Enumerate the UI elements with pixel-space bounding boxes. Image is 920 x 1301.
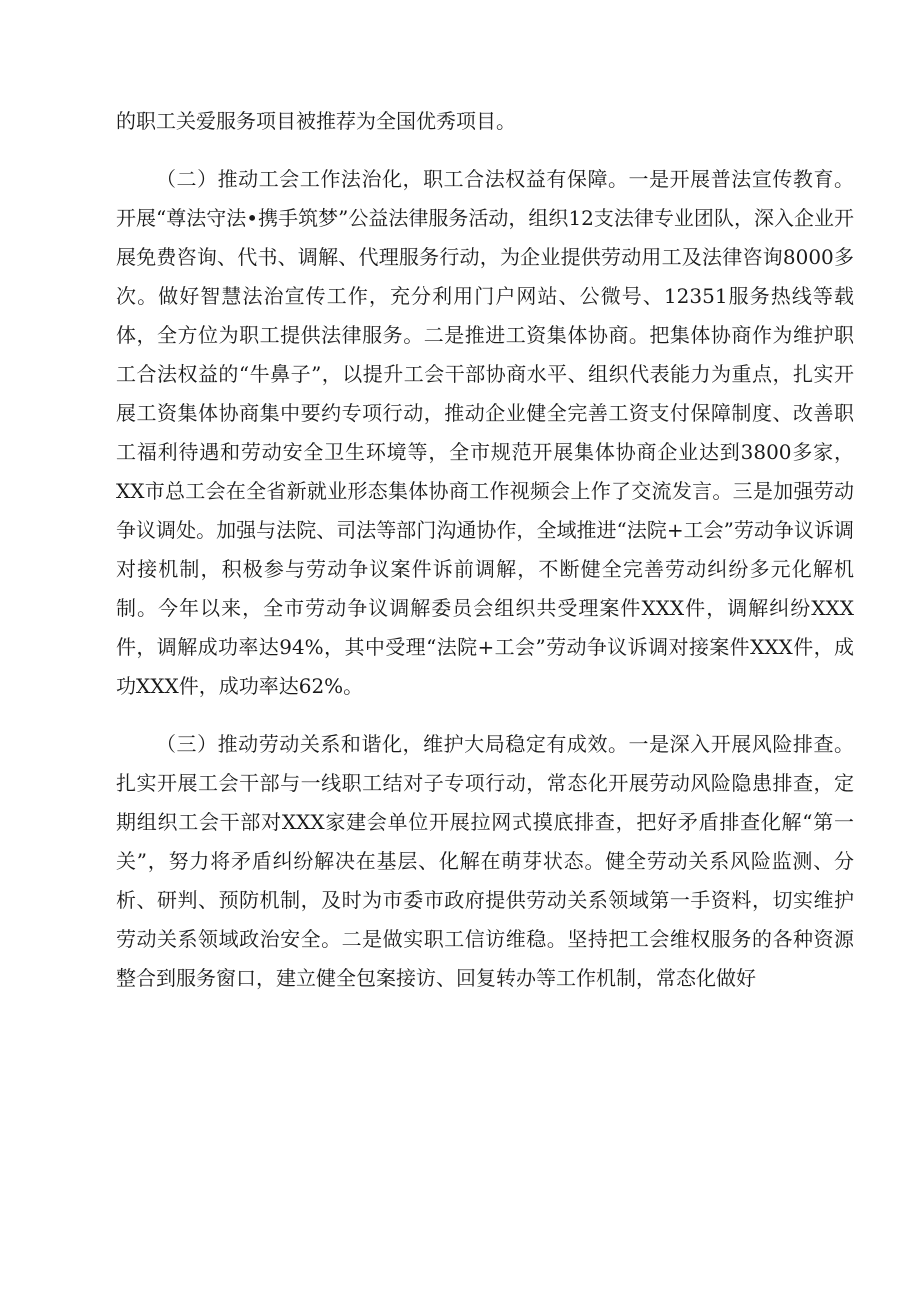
paragraph-gap [116, 706, 854, 725]
document-body [116, 102, 854, 998]
paragraph-gap [116, 141, 854, 160]
paragraph-section-two: （二）推动工会工作法治化，职工合法权益有保障。一是开展普法宣传教育。开展“尊法守法•携手筑梦”公益法律服务活动，组织12支法律专业团队，深入企业开展免费咨询、代书、调解、代理服务行动，为企业提供劳动用工及法律咨询8000多次。做好智慧法治宣传工作，充分利用门户网站、公微号、12351服务热线等载体，全方位为职工提供法律服务。二是推进工资集体协商。把集体协商作为维护职工合法权益的“牛鼻子”，以提升工会干部协商水平、组织代表能力为重点，扎实开展工资集体协商集中要约专项行动，推动企业健全完善工资支付保障制度、改善职工福利待遇和劳动安全卫生环境等，全市规范开展集体协商企业达到3800多家，XX市总工会在全省新就业形态集体协商工作视频会上作了交流发言。三是加强劳动争议调处。加强与法院、司法等部门沟通协作，全域推进“法院+工会”劳动争议诉调对接机制，积极参与劳动争议案件诉前调解，不断健全完善劳动纠纷多元化解机制。今年以来，全市劳动争议调解委员会组织共受理案件XXX件，调解纠纷XXX件，调解成功率达94%，其中受理“法院+工会”劳动争议诉调对接案件XXX件，成功XXX件，成功率达62%。 [116, 167, 854, 698]
paragraph-continuation: 的职工关爱服务项目被推荐为全国优秀项目。 [116, 109, 516, 133]
paragraph-section-three: （三）推动劳动关系和谐化，维护大局稳定有成效。一是深入开展风险排查。扎实开展工会干部与一线职工结对子专项行动，常态化开展劳动风险隐患排查，定期组织工会干部对XXX家建会单位开展拉网式摸底排查，把好矛盾排查化解“第一关”，努力将矛盾纠纷解决在基层、化解在萌芽状态。健全劳动关系风险监测、分析、研判、预防机制，及时为市委市政府提供劳动关系领域第一手资料，切实维护劳动关系领域政治安全。二是做实职工信访维稳。坚持把工会维权服务的各种资源整合到服务窗口，建立健全包案接访、回复转办等工作机制，常态化做好 [116, 732, 854, 990]
